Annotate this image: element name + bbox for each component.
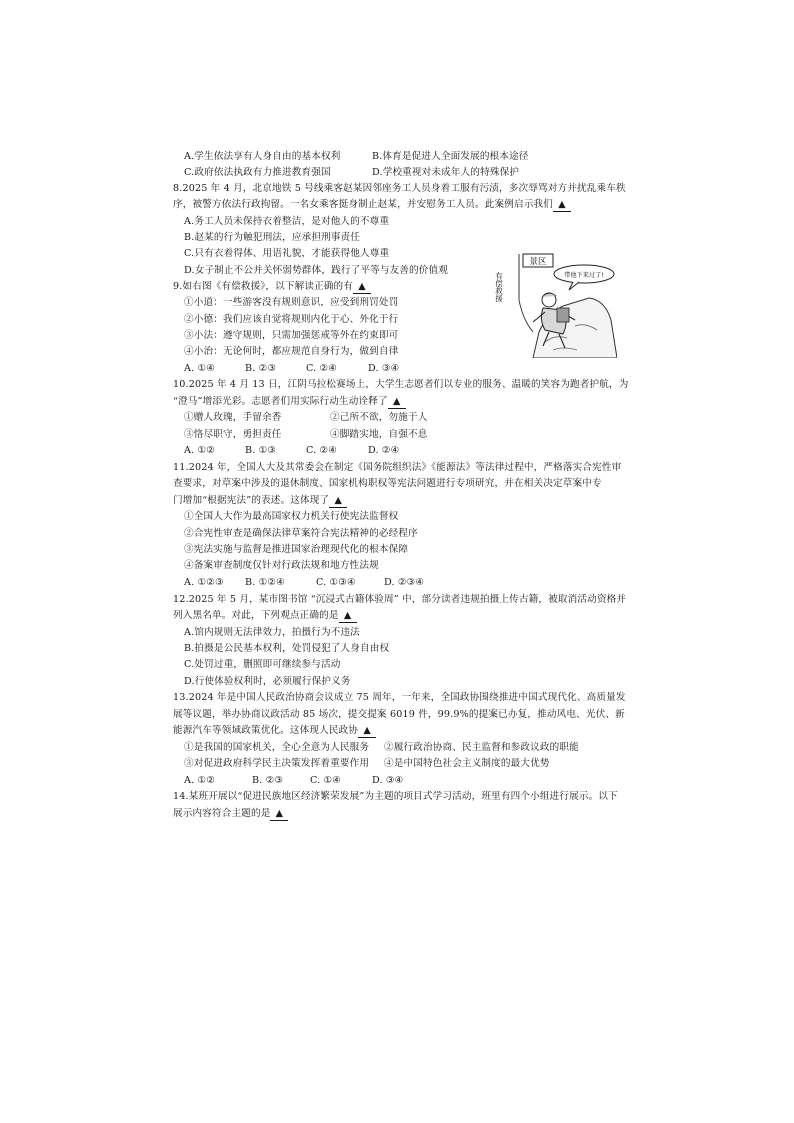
q7-option-a: A.学生依法享有人身自由的基本权利 [184,151,341,162]
q11-stem-line1: 11.2024 年，全国人大及其常委会在制定《国务院组织法》《能源法》等法律过程中，严格落实合宪性审 [173,462,622,473]
q10-option-c: C. ②④ [306,445,338,456]
q11-option-d: D. ②③④ [384,577,425,588]
answer-blank: ▲ [358,724,376,738]
answer-blank: ▲ [388,395,406,409]
q9-statement-3: ③小法：遵守规则，只需加强惩戒等外在约束即可 [184,330,399,341]
q10-option-b: B. ①③ [245,445,277,456]
q10-option-d: D. ②④ [368,445,400,456]
q10-stem-line1: 10.2025 年 4 月 13 日，江阴马拉松赛场上，大学生志愿者们以专业的服务、温暖的笑容为跑者护航，为 [173,379,629,390]
answer-blank: ▲ [553,198,571,212]
q9-option-c: C. ②④ [306,363,338,374]
speech-bubble-text: 带他下来过了! [564,272,604,279]
answer-blank: ▲ [270,807,288,821]
q7-option-c: C.政府依法执政有力推进教育强国 [184,167,331,178]
q14-stem-line2: 展示内容符合主题的是 ▲ [173,807,288,821]
q12-option-b: B.拍摄是公民基本权利，处罚侵犯了人身自由权 [184,643,390,654]
q11-stem-line2: 查要求，对草案中涉及的退休制度、国家机构职权等宪法问题进行专项研究，并在相关决定草案中专 [173,478,602,489]
rescue-cartoon-illustration [493,250,617,358]
q7-option-d: D.学校重视对未成年人的特殊保护 [372,167,520,178]
q8-stem-line1: 8.2025 年 4 月，北京地铁 5 号线乘客赵某因邻座务工人员身着工服有污渍，多次辱骂对方并扰乱乘车秩 [173,183,626,194]
q13-stem-line3: 能源汽车等领域政策优化。这体现人民政协 ▲ [173,724,376,738]
q12-stem-line1: 12.2025 年 5 月，某市图书馆 “沉浸式古籍体验周” 中，部分读者违规拍摄上传古籍，被取消活动资格并 [173,594,627,605]
q13-option-a: A. ①② [184,775,215,786]
answer-blank: ▲ [353,280,371,294]
q9-option-a: A. ①④ [184,363,215,374]
q12-stem-line2: 列入黑名单。对此，下列观点正确的是 ▲ [173,609,357,623]
q11-statement-1: ①全国人大作为最高国家权力机关行使宪法监督权 [184,511,399,522]
q13-statement-1: ①是我国的国家机关，全心全意为人民服务 [184,742,370,753]
q10-statement-1: ①赠人玫瑰，手留余香 [184,412,282,423]
q11-statement-2: ②合宪性审查是确保法律草案符合宪法精神的必经程序 [184,528,418,539]
q8-stem-line2: 序，被警方依法行政拘留。一名女乘客挺身制止赵某，并安慰务工人员。此案例启示我们 ▲ [173,198,571,212]
q9-statement-4: ④小治：无论何时，都应规范自身行为，做到自律 [184,346,399,357]
q13-option-b: B. ②③ [252,775,284,786]
q8-option-d: D.女子制止不公并关怀弱势群体，践行了平等与友善的价值观 [184,265,449,276]
q10-statement-3: ③恪尽职守，勇担责任 [184,429,282,440]
q8-option-a: A.务工人员未保持衣着整洁，是对他人的不尊重 [184,216,390,227]
scenic-area-sign-text: 景区 [529,257,547,267]
q9-stem: 9.如右图《有偿救援》，以下解读正确的有 ▲ [173,280,371,294]
q13-statement-2: ②履行政治协商、民主监督和参政议政的职能 [384,742,579,753]
q12-option-a: A.馆内规则无法律效力，拍摄行为不违法 [184,627,360,638]
q13-option-c: C. ①④ [310,775,342,786]
q13-statement-3: ③对促进政府科学民主决策发挥着重要作用 [184,758,370,769]
q13-stem-line1: 13.2024 年是中国人民政治协商会议成立 75 周年，一年来，全国政协围绕推进中国式现代化、高质量发 [173,692,626,703]
q11-stem-line3: 门增加“根据宪法”的表述。这体现了 ▲ [173,494,347,508]
q12-option-c: C.处罚过重，删照即可继续参与活动 [184,659,341,670]
answer-blank: ▲ [329,494,347,508]
q12-option-d: D.行使体验权利时，必须履行保护义务 [184,676,351,687]
q10-statement-4: ④脚踏实地，自强不息 [330,429,428,440]
q10-stem-line2: “澄马”增添光彩。志愿者们用实际行动生动诠释了 ▲ [173,395,406,409]
answer-blank: ▲ [339,609,357,623]
q13-option-d: D. ③④ [372,775,404,786]
q11-option-c: C. ①③④ [316,577,356,588]
q13-stem-line2: 展等议题，举办协商议政活动 85 场次，提交提案 6019 件，99.9%的提案已办复，推动风电、光伏、新 [173,709,625,720]
q9-option-d: D. ③④ [368,363,400,374]
q13-statement-4: ④是中国特色社会主义制度的最大优势 [384,758,550,769]
q11-statement-4: ④备案审查制度仅针对行政法规和地方性法规 [184,560,379,571]
q9-statement-2: ②小德：我们应该自觉将规则内化于心、外化于行 [184,314,399,325]
q7-option-b: B.体育是促进人全面发展的根本途径 [372,151,529,162]
q10-option-a: A. ①② [184,445,215,456]
q8-option-c: C.只有衣着得体、用语礼貌，才能获得他人尊重 [184,248,390,259]
q11-option-b: B. ①②④ [245,577,285,588]
q8-option-b: B.赵某的行为触犯刑法，应承担刑事责任 [184,232,361,243]
q14-stem-line1: 14.某班开展以“促进民族地区经济繁荣发展”为主题的项目式学习活动，班里有四个小组进行展示。以下 [173,791,618,802]
q11-statement-3: ③宪法实施与监督是推进国家治理现代化的根本保障 [184,544,409,555]
q10-statement-2: ②己所不欲，勿施于人 [330,412,428,423]
q9-option-b: B. ②③ [245,363,277,374]
q11-option-a: A. ①②③ [184,577,224,588]
paid-rescue-label: 有偿救援 [494,272,504,302]
q9-statement-1: ①小道：一些游客没有规则意识，应受到刑罚处罚 [184,297,399,308]
